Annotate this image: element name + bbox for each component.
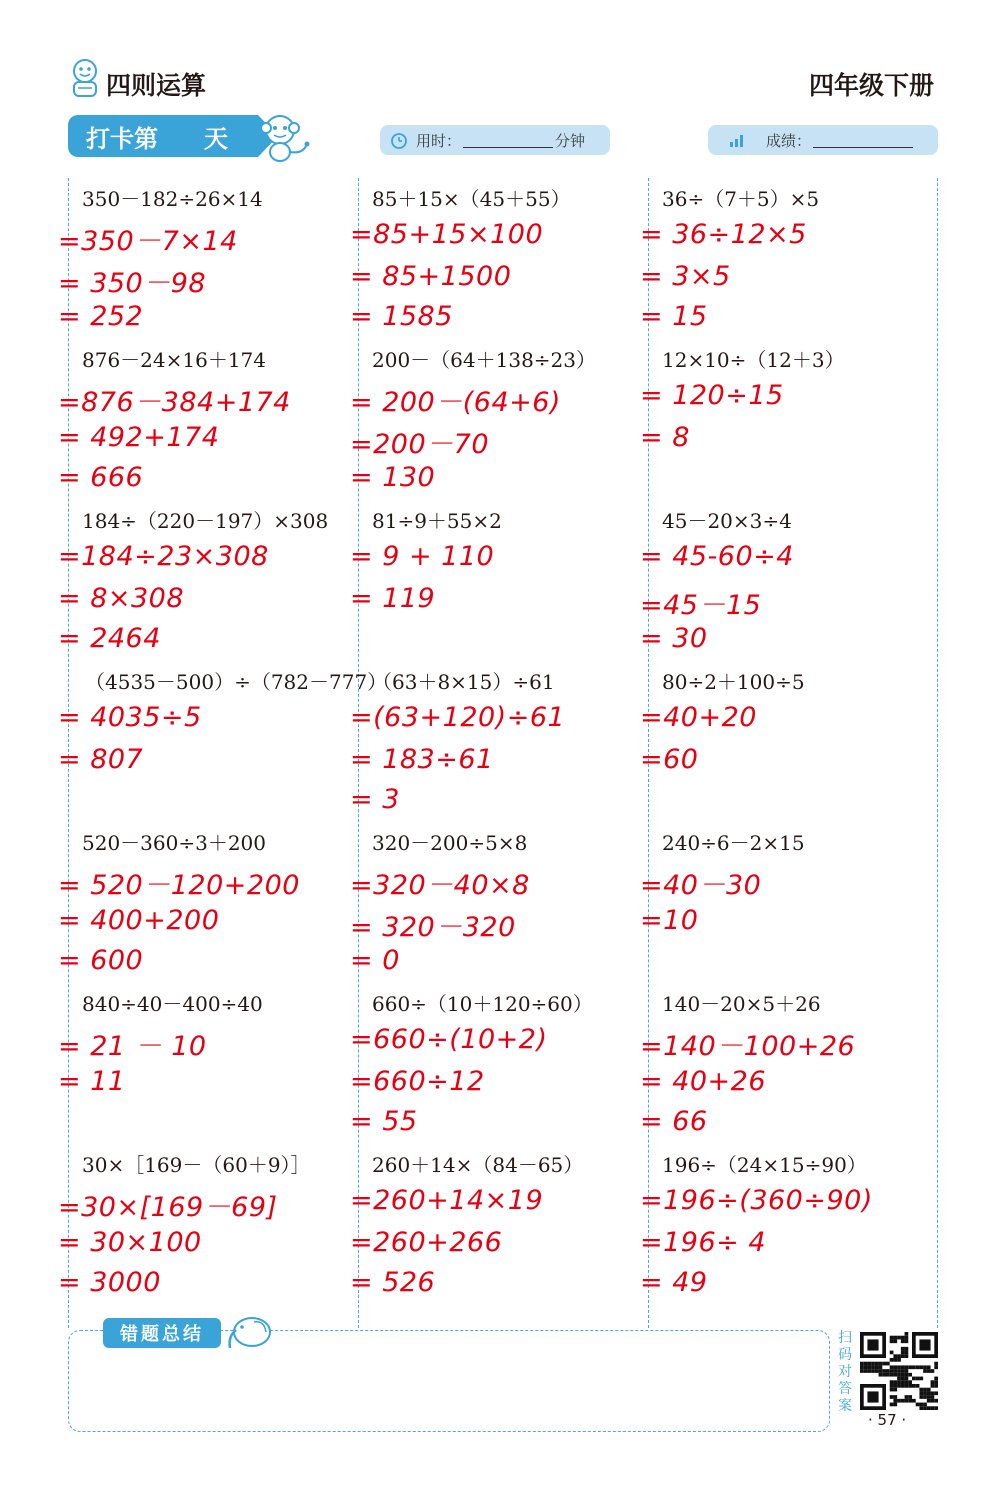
problem-expression: 80÷2＋100÷5 bbox=[662, 670, 805, 694]
score-chart-icon bbox=[728, 131, 746, 149]
handwritten-answer-step: = 11 bbox=[58, 1066, 126, 1097]
grade-label: 四年级下册 bbox=[808, 71, 934, 100]
problem-expression: 840÷40－400÷40 bbox=[82, 992, 263, 1016]
handwritten-answer-step: = 8 bbox=[640, 422, 690, 453]
handwritten-answer-step: =660÷12 bbox=[350, 1066, 485, 1097]
handwritten-answer-step: =60 bbox=[640, 744, 699, 775]
handwritten-answer-step: = 55 bbox=[350, 1106, 418, 1137]
handwritten-answer-step: = 520－120+200 bbox=[58, 870, 300, 901]
problem-expression: （4535－500）÷（782－777） bbox=[85, 670, 388, 694]
time-unit: 分钟 bbox=[555, 131, 586, 150]
handwritten-answer-step: =350－7×14 bbox=[58, 226, 238, 257]
time-field bbox=[380, 125, 610, 155]
handwritten-answer-step: = 3 bbox=[350, 784, 400, 815]
handwritten-answer-step: = 526 bbox=[350, 1267, 436, 1298]
handwritten-answer-step: = 400+200 bbox=[58, 905, 220, 936]
handwritten-answer-step: = 350－98 bbox=[58, 268, 207, 299]
elephant-icon bbox=[224, 1312, 276, 1352]
problem-expression: 140－20×5＋26 bbox=[662, 992, 821, 1016]
problem-expression: 196÷（24×15÷90） bbox=[662, 1153, 867, 1177]
problem-expression: 30×［169－（60＋9）］ bbox=[82, 1153, 311, 1177]
handwritten-answer-step: = 119 bbox=[350, 583, 436, 614]
handwritten-answer-step: = 130 bbox=[350, 462, 436, 493]
handwritten-answer-step: = 200－(64+6) bbox=[350, 387, 561, 418]
handwritten-answer-step: = 320－320 bbox=[350, 912, 516, 943]
problem-expression: 12×10÷（12＋3） bbox=[662, 348, 845, 372]
handwritten-answer-step: = 2464 bbox=[58, 623, 161, 654]
handwritten-answer-step: =45－15 bbox=[640, 590, 762, 621]
problem-expression: 85＋15×（45＋55） bbox=[372, 187, 571, 211]
handwritten-answer-step: =(63+120)÷61 bbox=[350, 702, 566, 733]
handwritten-answer-step: =30×[169－69] bbox=[58, 1192, 278, 1223]
handwritten-answer-step: = 49 bbox=[640, 1267, 708, 1298]
handwritten-answer-step: =140－100+26 bbox=[640, 1031, 856, 1062]
score-field bbox=[708, 125, 938, 155]
handwritten-answer-step: = 3000 bbox=[58, 1267, 161, 1298]
scan-answer-label: 扫码对答案 bbox=[838, 1330, 852, 1414]
handwritten-answer-step: =200－70 bbox=[350, 429, 490, 460]
handwritten-answer-step: = 183÷61 bbox=[350, 744, 494, 775]
problem-expression: 81÷9＋55×2 bbox=[372, 509, 502, 533]
problem-expression: 260＋14×（84－65） bbox=[372, 1153, 584, 1177]
handwritten-answer-step: =196÷(360÷90) bbox=[640, 1185, 873, 1216]
score-blank[interactable] bbox=[813, 133, 913, 148]
problem-expression: 660÷（10＋120÷60） bbox=[372, 992, 593, 1016]
handwritten-answer-step: = 85+1500 bbox=[350, 261, 512, 292]
column-divider bbox=[937, 178, 938, 1328]
handwritten-answer-step: = 600 bbox=[58, 945, 144, 976]
monkey-icon bbox=[258, 110, 312, 164]
handwritten-answer-step: = 45-60÷4 bbox=[640, 541, 794, 572]
handwritten-answer-step: = 666 bbox=[58, 462, 144, 493]
problem-expression: 350－182÷26×14 bbox=[82, 187, 263, 211]
handwritten-answer-step: =10 bbox=[640, 905, 699, 936]
problem-expression: 240÷6－2×15 bbox=[662, 831, 805, 855]
problem-expression: 876－24×16＋174 bbox=[82, 348, 267, 372]
problem-expression: 184÷（220－197）×308 bbox=[82, 509, 329, 533]
problem-expression: 45－20×3÷4 bbox=[662, 509, 792, 533]
section-title: 四则运算 bbox=[106, 71, 207, 100]
problem-expression: 200－（64＋138÷23） bbox=[372, 348, 597, 372]
summary-label: 错题总结 bbox=[103, 1318, 221, 1348]
handwritten-answer-step: = 3×5 bbox=[640, 261, 731, 292]
handwritten-answer-step: = 120÷15 bbox=[640, 380, 784, 411]
qr-code-icon[interactable] bbox=[860, 1332, 938, 1410]
handwritten-answer-step: = 40+26 bbox=[640, 1066, 767, 1097]
time-blank[interactable] bbox=[463, 133, 553, 148]
page-number: · 57 · bbox=[868, 1411, 907, 1429]
score-label: 成绩： bbox=[766, 131, 812, 150]
handwritten-answer-step: = 492+174 bbox=[58, 422, 220, 453]
handwritten-answer-step: =85+15×100 bbox=[350, 219, 544, 250]
handwritten-answer-step: = 0 bbox=[350, 945, 400, 976]
handwritten-answer-step: = 1585 bbox=[350, 301, 453, 332]
handwritten-answer-step: =196÷ 4 bbox=[640, 1227, 767, 1258]
problem-expression: 520－360÷3＋200 bbox=[82, 831, 267, 855]
problem-expression: 320－200÷5×8 bbox=[372, 831, 528, 855]
handwritten-answer-step: =260+266 bbox=[350, 1227, 503, 1258]
handwritten-answer-step: =320－40×8 bbox=[350, 870, 530, 901]
clock-icon bbox=[390, 131, 408, 149]
handwritten-answer-step: =40－30 bbox=[640, 870, 762, 901]
checkin-prefix: 打卡第 bbox=[86, 124, 158, 153]
handwritten-answer-step: = 252 bbox=[58, 301, 144, 332]
handwritten-answer-step: = 15 bbox=[640, 301, 708, 332]
problem-expression: 36÷（7＋5）×5 bbox=[662, 187, 820, 211]
problem-expression: （63＋8×15）÷61 bbox=[372, 670, 555, 694]
handwritten-answer-step: =660÷(10+2) bbox=[350, 1024, 548, 1055]
handwritten-answer-step: = 21 － 10 bbox=[58, 1031, 207, 1062]
time-label: 用时： bbox=[416, 131, 462, 150]
handwritten-answer-step: = 36÷12×5 bbox=[640, 219, 807, 250]
handwritten-answer-step: = 9 + 110 bbox=[350, 541, 495, 572]
handwritten-answer-step: = 30×100 bbox=[58, 1227, 202, 1258]
handwritten-answer-step: = 66 bbox=[640, 1106, 708, 1137]
checkin-suffix: 天 bbox=[204, 124, 228, 153]
handwritten-answer-step: = 4035÷5 bbox=[58, 702, 202, 733]
handwritten-answer-step: =184÷23×308 bbox=[58, 541, 269, 572]
checkin-banner bbox=[68, 115, 258, 157]
handwritten-answer-step: = 807 bbox=[58, 744, 144, 775]
handwritten-answer-step: =40+20 bbox=[640, 702, 757, 733]
mascot-logo-icon bbox=[66, 58, 104, 98]
handwritten-answer-step: = 8×308 bbox=[58, 583, 185, 614]
handwritten-answer-step: = 30 bbox=[640, 623, 708, 654]
handwritten-answer-step: =876－384+174 bbox=[58, 387, 291, 418]
handwritten-answer-step: =260+14×19 bbox=[350, 1185, 544, 1216]
